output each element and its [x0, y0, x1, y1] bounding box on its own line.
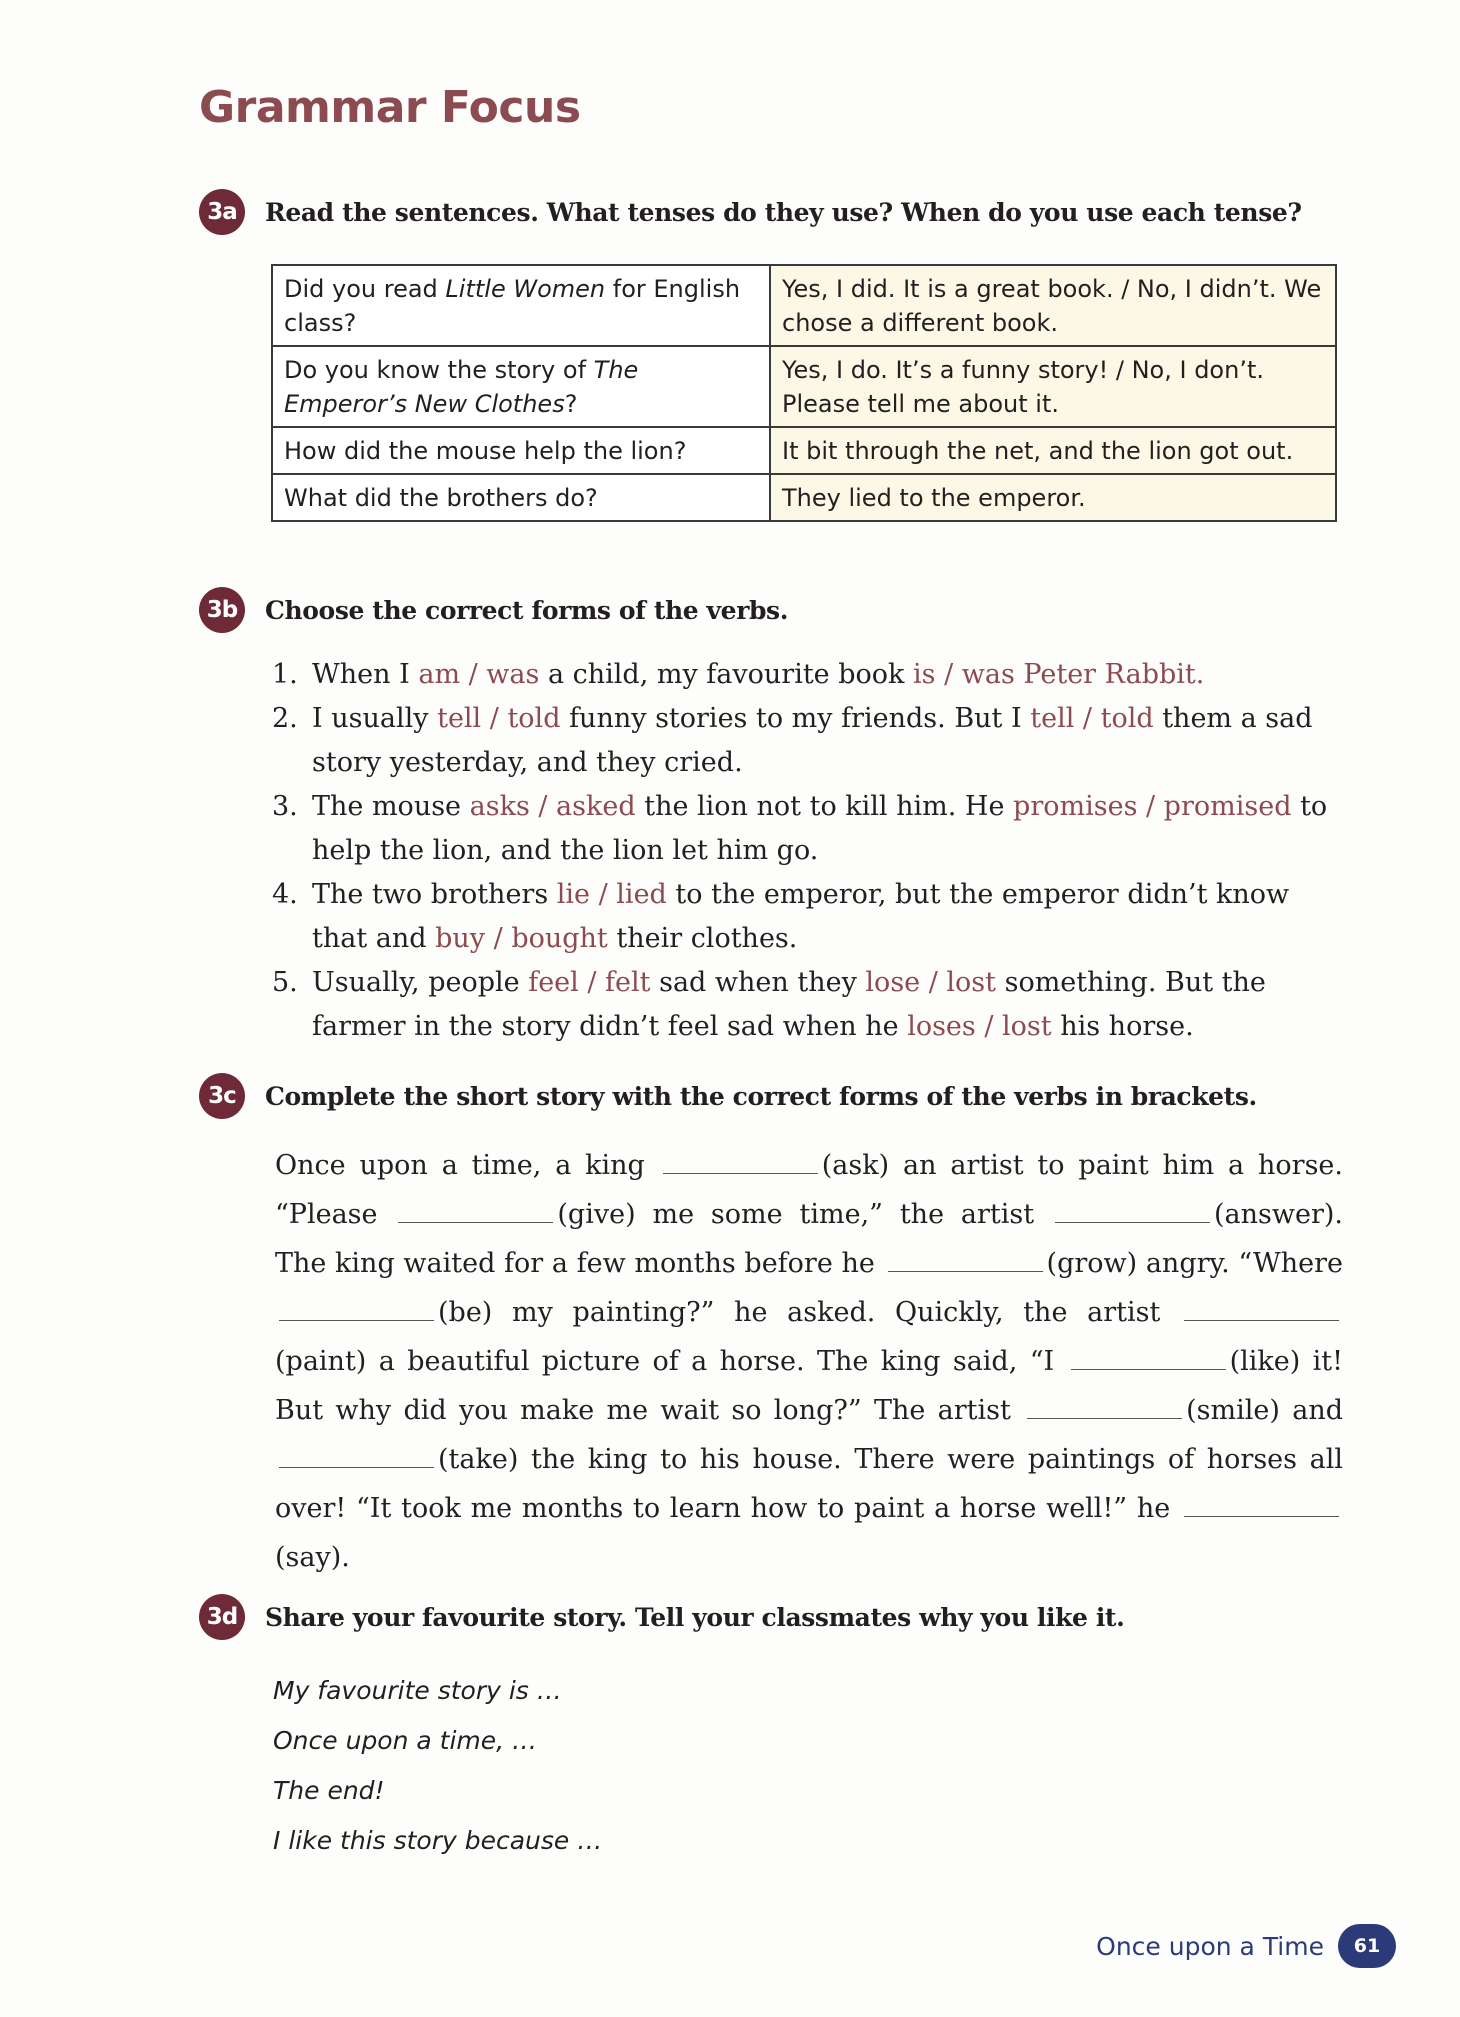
section-3d-header [199, 1594, 1124, 1640]
section-3c-header [199, 1073, 1257, 1119]
table-row [272, 427, 1336, 474]
story-text: (answer). The king waited for a few months before he [275, 1199, 1343, 1279]
verb-choice[interactable]: tell / told [1030, 703, 1154, 734]
sentence-text: sad when they [650, 967, 866, 998]
answer-cell: Yes, I did. It is a great book. / No, I didn’t. We chose a different book. [770, 265, 1336, 346]
sentence-text: his horse. [1051, 1011, 1194, 1042]
sentence-text: funny stories to my friends. But I [560, 703, 1031, 734]
answer-cell: Yes, I do. It’s a funny story! / No, I don’t. Please tell me about it. [770, 346, 1336, 427]
question-text: Did you read [284, 275, 446, 303]
sentence-text: them a sad story yesterday, and they cried. [312, 703, 1313, 778]
answer-blank[interactable] [1184, 1298, 1339, 1321]
sentence-text: the lion not to kill him. He [635, 791, 1014, 822]
sentence-text: something. But the farmer in the story didn’t feel sad when he [312, 967, 1266, 1042]
section-3b-badge: 3b [199, 587, 245, 633]
list-item [272, 785, 1347, 873]
question-text: for English class? [284, 275, 741, 337]
list-item [272, 697, 1347, 785]
answer-cell: It bit through the net, and the lion got out. [770, 427, 1336, 474]
sentence-text: to help the lion, and the lion let him go. [312, 791, 1328, 866]
story-paragraph [275, 1141, 1343, 1582]
answer-cell: They lied to the emperor. [770, 474, 1336, 521]
sentence-text: The mouse [312, 791, 470, 822]
answer-blank[interactable] [279, 1445, 434, 1468]
answer-blank[interactable] [1071, 1347, 1226, 1370]
question-cell [272, 427, 770, 474]
question-text: What did the brothers do? [284, 484, 598, 512]
story-text: (take) the king to his house. There were paintings of horses all over! “It took me months to learn how to paint a horse well!” he [275, 1444, 1343, 1524]
prompt-line: I like this story because … [273, 1826, 603, 1855]
story-text: (be) my painting?” he asked. Quickly, the artist [438, 1297, 1180, 1328]
sentence-text: a child, my favourite book [539, 659, 913, 690]
section-3b-header [199, 587, 788, 633]
prompt-line: Once upon a time, … [273, 1726, 538, 1755]
item-number: 3. [272, 791, 298, 822]
verb-choice-list [272, 653, 1347, 1049]
answer-blank[interactable] [398, 1200, 553, 1223]
question-cell [272, 474, 770, 521]
verb-choice[interactable]: loses / lost [907, 1011, 1052, 1042]
prompt-line: My favourite story is … [273, 1676, 562, 1705]
item-sentence [312, 697, 1347, 785]
unit-title: Once upon a Time [1096, 1931, 1324, 1961]
question-text: ? [564, 390, 578, 418]
story-text: Once upon a time, a king [275, 1150, 659, 1181]
story-text: (like) it! But why did you make me wait so long?” The artist [275, 1346, 1343, 1426]
verb-choice[interactable]: lie / lied [556, 879, 667, 910]
speaking-prompts [273, 1666, 602, 1866]
verb-choice[interactable]: lose / lost [865, 967, 997, 998]
answer-blank[interactable] [1027, 1396, 1182, 1419]
sentence-text: to the emperor, but the emperor didn’t know that and [312, 879, 1290, 954]
verb-choice[interactable]: asks / asked [469, 791, 636, 822]
sentence-text: Usually, people [312, 967, 529, 998]
section-3d-instruction: Share your favourite story. Tell your classmates why you like it. [265, 1602, 1125, 1632]
sentence-text: their clothes. [607, 923, 798, 954]
question-cell [272, 265, 770, 346]
item-number: 2. [272, 703, 298, 734]
list-item [272, 653, 1347, 697]
page-number: 61 [1338, 1924, 1396, 1968]
question-cell [272, 346, 770, 427]
verb-choice[interactable]: am / was [418, 659, 540, 690]
sentence-text: When I [312, 659, 419, 690]
story-text: (paint) a beautiful picture of a horse. The king said, “I [275, 1346, 1067, 1377]
prompt-line: The end! [273, 1776, 385, 1805]
answer-blank[interactable] [1184, 1494, 1339, 1517]
verb-choice[interactable]: Peter Rabbit. [1023, 659, 1205, 690]
tense-table [271, 264, 1337, 522]
item-sentence [312, 873, 1347, 961]
story-text: (grow) angry. “Where [1046, 1248, 1343, 1279]
answer-blank[interactable] [663, 1151, 818, 1174]
book-title: The Emperor’s New Clothes [284, 356, 639, 418]
item-sentence [312, 961, 1347, 1049]
list-item [272, 961, 1347, 1049]
table-row [272, 474, 1336, 521]
item-number: 5. [272, 967, 298, 998]
item-number: 4. [272, 879, 298, 910]
section-3c-badge: 3c [199, 1073, 245, 1119]
story-text: (give) me some time,” the artist [557, 1199, 1051, 1230]
story-text: (ask) an artist to paint him a horse. “Please [275, 1150, 1343, 1230]
verb-choice[interactable]: is / was [913, 659, 1015, 690]
verb-choice[interactable]: buy / bought [435, 923, 608, 954]
table-row [272, 265, 1336, 346]
verb-choice[interactable]: promises / promised [1013, 791, 1292, 822]
item-sentence [312, 785, 1347, 873]
verb-choice[interactable]: feel / felt [528, 967, 651, 998]
section-3a-header [199, 189, 1302, 235]
table-row [272, 346, 1336, 427]
section-3b-instruction: Choose the correct forms of the verbs. [265, 595, 789, 625]
section-3d-badge: 3d [199, 1594, 245, 1640]
story-text: (smile) and [1186, 1395, 1343, 1426]
story-text: (say). [275, 1542, 350, 1573]
section-3a-badge: 3a [199, 189, 245, 235]
section-3a-instruction: Read the sentences. What tenses do they use? When do you use each tense? [265, 197, 1302, 227]
item-sentence [312, 653, 1204, 697]
sentence-text: The two brothers [312, 879, 557, 910]
question-text: How did the mouse help the lion? [284, 437, 687, 465]
page-title: Grammar Focus [199, 82, 581, 133]
list-item [272, 873, 1347, 961]
question-text: Do you know the story of [284, 356, 594, 384]
item-number: 1. [272, 659, 298, 690]
page-footer [1096, 1924, 1396, 1968]
verb-choice[interactable]: tell / told [437, 703, 561, 734]
answer-blank[interactable] [279, 1298, 434, 1321]
answer-blank[interactable] [1055, 1200, 1210, 1223]
answer-blank[interactable] [888, 1249, 1043, 1272]
book-title: Little Women [445, 275, 606, 303]
section-3c-instruction: Complete the short story with the correct forms of the verbs in brackets. [265, 1081, 1257, 1111]
sentence-text: I usually [312, 703, 438, 734]
